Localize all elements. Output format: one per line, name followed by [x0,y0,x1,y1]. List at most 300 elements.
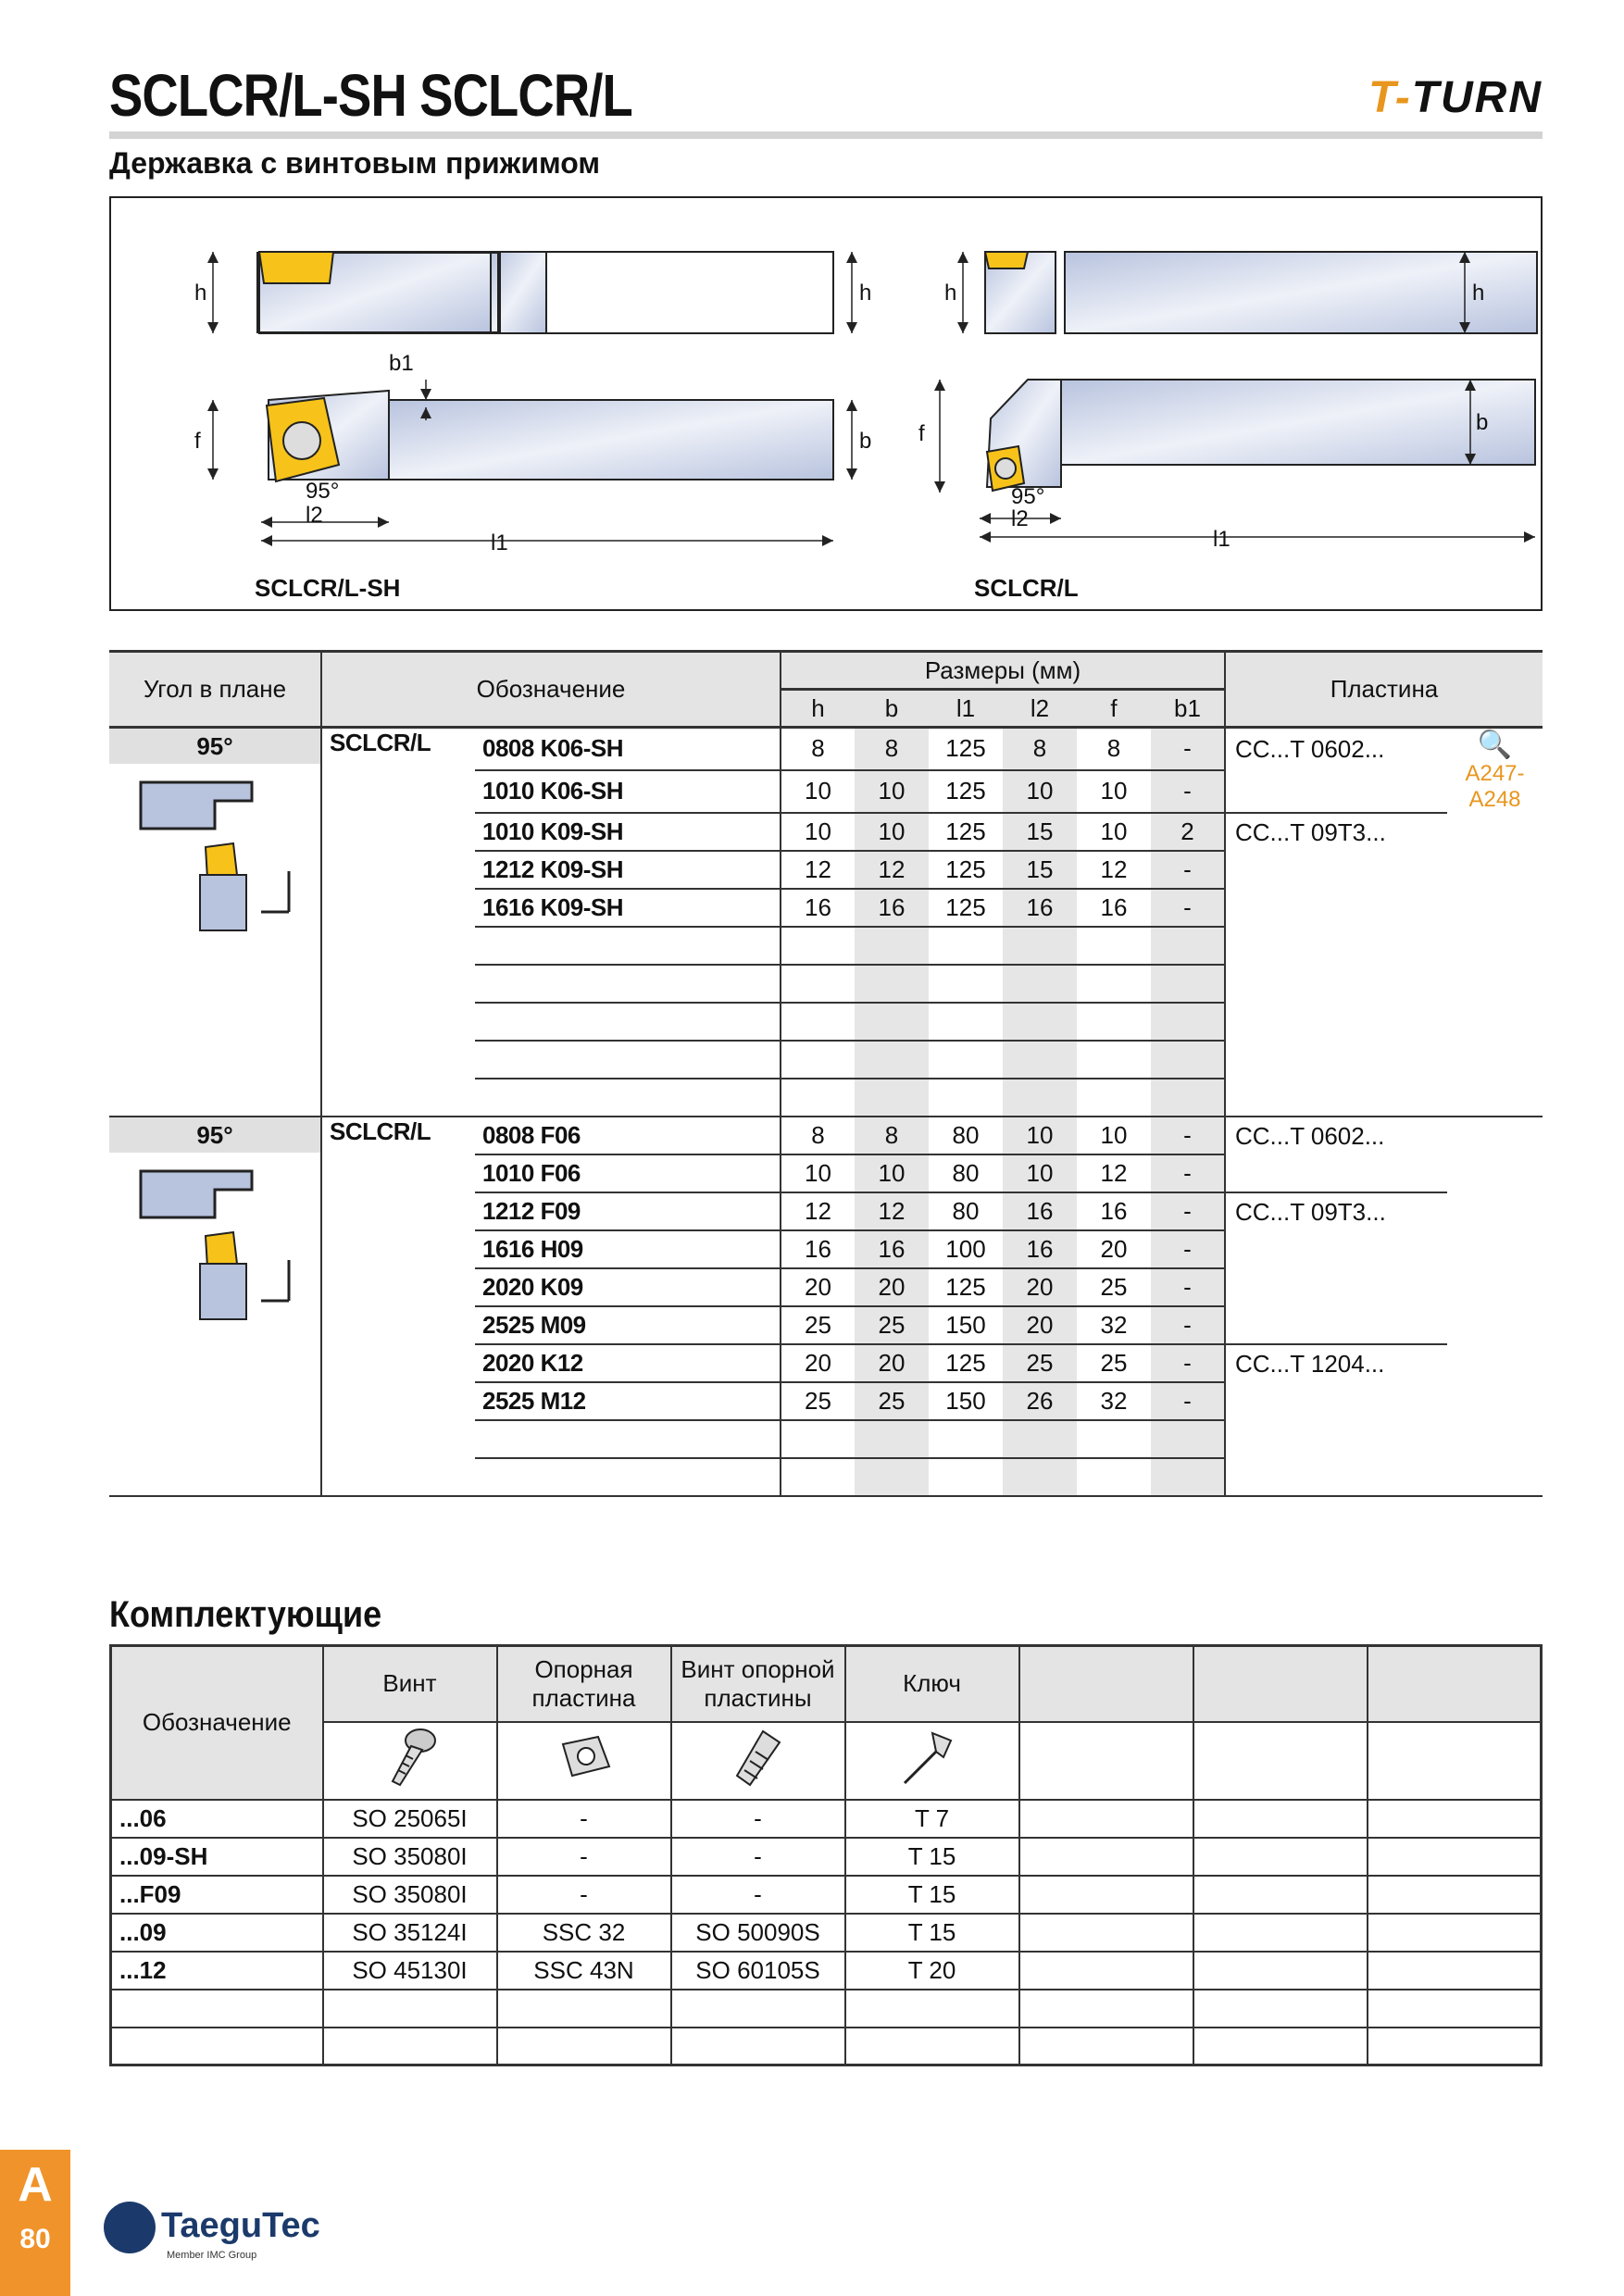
accessories-body [111,1800,1542,2065]
dim-b1-cell [1151,927,1225,965]
dim-l2-cell [1003,1003,1077,1041]
dim-b-cell: 8 [855,1117,929,1154]
dim-l1-cell [929,927,1003,965]
insert-cell [1225,1268,1447,1306]
code-cell: 0808 K06-SH [475,728,781,770]
dim-b1-cell [1151,1420,1225,1458]
empty-cell [1447,1268,1543,1306]
dim-l2-cell [1003,1041,1077,1079]
col-code: Обозначение [321,652,781,728]
dim-h-cell: 12 [781,1192,855,1230]
dim-b-cell: 10 [855,813,929,851]
acc-code-cell: ...09 [111,1914,323,1952]
col-b1: b1 [1151,690,1225,728]
angle-label: 95° [306,479,340,504]
angle-cell [109,1117,321,1496]
page-subtitle: Державка с винтовым прижимом [109,146,601,180]
dim-h-cell: 20 [781,1268,855,1306]
insert-cell [1225,851,1447,889]
code-cell [475,1079,781,1117]
dim-f-cell: 10 [1077,1117,1151,1154]
empty-cell [1019,1876,1193,1914]
acc-key-cell: T 7 [845,1800,1019,1838]
col-f: f [1077,690,1151,728]
insert-cell [1225,1041,1447,1079]
header-divider [109,131,1543,139]
code-cell [475,965,781,1003]
insert-cell: CC...T 0602... [1225,1117,1447,1154]
dim-b-cell: 12 [855,851,929,889]
col-angle: Угол в плане [109,652,321,728]
table-row [109,1117,1543,1154]
dim-l1-cell [929,1041,1003,1079]
accessories-title: Комплектующие [109,1594,382,1635]
logo-icon [104,2202,156,2253]
empty-cell [1447,1117,1543,1154]
acc-shim-cell: - [497,1800,671,1838]
dim-b-cell: 8 [855,728,929,770]
insert-cell [1225,889,1447,927]
dim-b-cell: 16 [855,889,929,927]
empty-cell [1447,889,1543,927]
insert-cell [1225,1306,1447,1344]
code-cell: 1010 K09-SH [475,813,781,851]
dim-f-cell: 25 [1077,1268,1151,1306]
empty-cell [1193,1952,1368,1990]
acc-shim_screw-cell: - [671,1800,845,1838]
empty-cell [111,1990,323,2028]
dim-l2-cell [1003,965,1077,1003]
acc-code-cell: ...12 [111,1952,323,1990]
empty-cell [1368,1952,1542,1990]
dim-l1-cell: 125 [929,851,1003,889]
code-cell: 1616 K09-SH [475,889,781,927]
dim-b-cell: 10 [855,770,929,813]
dim-b1-cell [1151,965,1225,1003]
col-dims: Размеры (мм) [781,652,1225,690]
empty-cell [1019,1800,1193,1838]
dim-l1-cell: 125 [929,728,1003,770]
dim-h-cell [781,965,855,1003]
acc-shim-cell: SSC 43N [497,1952,671,1990]
dim-l1-cell [929,1079,1003,1117]
acc-row [111,1990,1542,2028]
col-l2: l2 [1003,690,1077,728]
dim-l1-cell: 125 [929,1344,1003,1382]
empty-cell [1193,1914,1368,1952]
dim-b1-cell: - [1151,1154,1225,1192]
dim-h-cell: 10 [781,1154,855,1192]
acc-col-key: Ключ [845,1646,1019,1722]
empty-cell [1368,1876,1542,1914]
col-h: h [781,690,855,728]
acc-screw-cell: SO 45130I [323,1952,497,1990]
dim-label-h: h [859,281,872,306]
dim-h-cell: 12 [781,851,855,889]
dim-b-cell [855,1079,929,1117]
empty-cell [1368,1838,1542,1876]
empty-cell [323,2028,497,2065]
insert-cell [1225,770,1447,813]
series-cell: SCLCR/L [321,728,475,1117]
code-cell: 2020 K09 [475,1268,781,1306]
dim-b-cell [855,1041,929,1079]
dim-l1-cell: 80 [929,1154,1003,1192]
page-title: SCLCR/L-SH SCLCR/L [109,62,632,129]
empty-cell [1019,1952,1193,1990]
empty-cell [1193,1990,1368,2028]
dim-h-cell [781,1420,855,1458]
empty-cell [1447,1458,1543,1496]
acc-key-cell: T 15 [845,1838,1019,1876]
dim-b1-cell: - [1151,1117,1225,1154]
empty-cell [1368,2028,1542,2065]
dim-h-cell [781,927,855,965]
dim-b1-cell: - [1151,1306,1225,1344]
dim-h-cell [781,1458,855,1496]
code-cell: 1010 K06-SH [475,770,781,813]
acc-code-cell: ...06 [111,1800,323,1838]
dim-h-cell: 25 [781,1382,855,1420]
dim-b1-cell: - [1151,889,1225,927]
dim-l2-cell: 26 [1003,1382,1077,1420]
dim-l2-cell: 25 [1003,1344,1077,1382]
dim-h-cell: 10 [781,813,855,851]
dim-b1-cell [1151,1003,1225,1041]
dim-h-cell [781,1079,855,1117]
tool-table-body [109,728,1543,1497]
dim-label-l1: l1 [1213,527,1230,552]
dim-b-cell: 12 [855,1192,929,1230]
dim-l2-cell: 8 [1003,728,1077,770]
insert-cell: CC...T 1204... [1225,1344,1447,1382]
acc-screw-cell: SO 35080I [323,1876,497,1914]
dim-l2-cell: 15 [1003,851,1077,889]
dim-h-cell: 10 [781,770,855,813]
acc-screw-cell: SO 35124I [323,1914,497,1952]
dim-f-cell [1077,965,1151,1003]
dim-h-cell: 16 [781,889,855,927]
right-top-view [940,380,1535,537]
left-side-view [213,252,852,333]
empty-cell [1447,1420,1543,1458]
dim-l2-cell: 15 [1003,813,1077,851]
dim-b-cell [855,927,929,965]
acc-shim_screw-cell: SO 60105S [671,1952,845,1990]
dim-l1-cell: 150 [929,1306,1003,1344]
empty-cell [1019,1914,1193,1952]
dim-b1-cell [1151,1041,1225,1079]
dim-b-cell [855,1458,929,1496]
tool-diagram [109,196,1543,611]
empty-cell [1447,1306,1543,1344]
insert-cell [1225,1154,1447,1192]
dim-l1-cell: 80 [929,1192,1003,1230]
empty-cell [1447,1230,1543,1268]
dim-label-f: f [194,429,201,454]
dim-b1-cell [1151,1458,1225,1496]
dim-l2-cell: 10 [1003,770,1077,813]
code-cell: 1616 H09 [475,1230,781,1268]
dim-label-f: f [918,421,925,446]
dim-l2-cell [1003,1458,1077,1496]
dim-label-h: h [194,281,207,306]
section-letter: A [18,2158,53,2212]
acc-row [111,2028,1542,2065]
empty-cell [1447,965,1543,1003]
table-row [109,728,1543,770]
dim-label-l2: l2 [1011,506,1029,531]
dim-f-cell [1077,927,1151,965]
empty-cell [1193,1800,1368,1838]
empty-cell [1368,1990,1542,2028]
dim-f-cell: 12 [1077,851,1151,889]
empty-cell [1447,927,1543,965]
insert-cell [1225,1382,1447,1420]
empty-cell [1447,813,1543,851]
acc-row [111,1952,1542,1990]
dim-h-cell [781,1003,855,1041]
dim-label-l2: l2 [306,503,323,528]
dim-l2-cell [1003,1420,1077,1458]
empty-cell [1019,2028,1193,2065]
empty-cell [1447,1382,1543,1420]
dim-b-cell: 10 [855,1154,929,1192]
dim-b-cell [855,1003,929,1041]
page-reference: 🔍 A247-A248 [1447,728,1543,814]
code-cell [475,1458,781,1496]
acc-shim_screw-cell: SO 50090S [671,1914,845,1952]
magnifier-icon[interactable]: 🔍 [1477,730,1513,760]
dim-l2-cell: 16 [1003,889,1077,927]
dim-label-b1: b1 [389,351,414,376]
code-cell: 2525 M09 [475,1306,781,1344]
insert-cell [1225,1420,1447,1458]
dim-f-cell [1077,1420,1151,1458]
page-number: 80 [19,2224,51,2254]
insert-cell [1225,1458,1447,1496]
dim-l2-cell: 16 [1003,1230,1077,1268]
dim-h-cell: 20 [781,1344,855,1382]
empty-cell [671,1990,845,2028]
code-cell [475,1420,781,1458]
acc-shim-cell: - [497,1876,671,1914]
insert-cell [1225,1230,1447,1268]
dim-h-cell: 16 [781,1230,855,1268]
dim-l1-cell [929,1003,1003,1041]
insert-cell: CC...T 09T3... [1225,813,1447,851]
acc-row [111,1876,1542,1914]
tool-table [109,650,1543,1497]
dim-l1-cell [929,965,1003,1003]
dim-f-cell [1077,1041,1151,1079]
dim-l1-cell [929,1458,1003,1496]
dim-b-cell [855,1420,929,1458]
dim-b1-cell: - [1151,1382,1225,1420]
dim-h-cell: 8 [781,1117,855,1154]
code-cell: 0808 F06 [475,1117,781,1154]
code-cell: 1212 F09 [475,1192,781,1230]
angle-cell [109,728,321,1117]
insert-cell: CC...T 0602... [1225,728,1447,770]
dim-l1-cell [929,1420,1003,1458]
code-cell: 2020 K12 [475,1344,781,1382]
insert-cell [1225,1079,1447,1117]
insert-cell: CC...T 09T3... [1225,1192,1447,1230]
col-l1: l1 [929,690,1003,728]
dim-b1-cell: - [1151,851,1225,889]
dim-f-cell: 25 [1077,1344,1151,1382]
dim-l1-cell: 125 [929,889,1003,927]
dim-b1-cell: - [1151,1192,1225,1230]
empty-cell [845,1990,1019,2028]
key-icon [845,1722,1019,1800]
dim-f-cell: 10 [1077,813,1151,851]
dim-l2-cell: 20 [1003,1306,1077,1344]
code-cell [475,927,781,965]
empty-cell [671,2028,845,2065]
acc-key-cell: T 15 [845,1914,1019,1952]
dim-f-cell [1077,1003,1151,1041]
dim-f-cell [1077,1458,1151,1496]
empty-cell [1447,1344,1543,1382]
col-b: b [855,690,929,728]
dim-l2-cell [1003,927,1077,965]
acc-code-cell: ...F09 [111,1876,323,1914]
dim-f-cell: 8 [1077,728,1151,770]
company-logo: TaeguTec Member IMC Group [104,2202,320,2261]
empty-cell [497,2028,671,2065]
dim-b1-cell [1151,1079,1225,1117]
insert-cell [1225,1003,1447,1041]
code-cell: 1212 K09-SH [475,851,781,889]
section-tab [0,2150,70,2296]
screw-icon [323,1722,497,1800]
dim-b1-cell: - [1151,1230,1225,1268]
empty-cell [1193,1838,1368,1876]
code-cell [475,1003,781,1041]
dim-b-cell: 20 [855,1344,929,1382]
col-insert: Пластина [1225,652,1543,728]
acc-col-shim-screw: Винт опорной пластины [671,1646,845,1722]
dim-l2-cell: 16 [1003,1192,1077,1230]
dim-label-b: b [1476,410,1489,435]
dim-h-cell: 25 [781,1306,855,1344]
dim-b-cell: 25 [855,1306,929,1344]
acc-shim_screw-cell: - [671,1838,845,1876]
acc-shim-cell: - [497,1838,671,1876]
acc-shim_screw-cell: - [671,1876,845,1914]
insert-orientation-icon [122,764,307,940]
dim-l1-cell: 125 [929,1268,1003,1306]
dim-h-cell [781,1041,855,1079]
dim-f-cell: 12 [1077,1154,1151,1192]
angle-label: 95° [1011,484,1045,509]
dim-b1-cell: - [1151,770,1225,813]
dim-l1-cell: 150 [929,1382,1003,1420]
empty-cell [1019,1838,1193,1876]
acc-key-cell: T 20 [845,1952,1019,1990]
shim-screw-icon [671,1722,845,1800]
dim-f-cell: 32 [1077,1382,1151,1420]
dim-l1-cell: 100 [929,1230,1003,1268]
acc-row [111,1800,1542,1838]
dim-h-cell: 8 [781,728,855,770]
acc-col-code: Обозначение [111,1646,323,1800]
dim-l2-cell: 10 [1003,1154,1077,1192]
insert-orientation-icon [122,1153,307,1329]
acc-shim-cell: SSC 32 [497,1914,671,1952]
empty-cell [111,2028,323,2065]
acc-screw-cell: SO 25065I [323,1800,497,1838]
acc-row [111,1914,1542,1952]
dim-f-cell: 10 [1077,770,1151,813]
empty-cell [1019,1990,1193,2028]
dim-f-cell: 16 [1077,889,1151,927]
dim-f-cell: 32 [1077,1306,1151,1344]
empty-cell [1193,2028,1368,2065]
acc-screw-cell: SO 35080I [323,1838,497,1876]
acc-col-screw: Винт [323,1646,497,1722]
brand-logo: T-TURN [1368,73,1543,122]
dim-b1-cell: - [1151,1268,1225,1306]
table-header [109,652,1543,690]
left-caption: SCLCR/L-SH [255,574,401,602]
dim-l2-cell: 10 [1003,1117,1077,1154]
angle-value: 95° [109,729,320,764]
dim-l1-cell: 125 [929,770,1003,813]
code-cell: 2525 M12 [475,1382,781,1420]
dim-b-cell [855,965,929,1003]
acc-key-cell: T 15 [845,1876,1019,1914]
empty-cell [323,1990,497,2028]
acc-code-cell: ...09-SH [111,1838,323,1876]
dim-l1-cell: 125 [929,813,1003,851]
angle-value: 95° [109,1117,320,1153]
dim-b-cell: 20 [855,1268,929,1306]
dim-f-cell: 16 [1077,1192,1151,1230]
empty-cell [1447,1079,1543,1117]
dim-label-h: h [1472,281,1485,306]
empty-cell [497,1990,671,2028]
tool-drawing [111,198,1541,609]
empty-cell [845,2028,1019,2065]
right-caption: SCLCR/L [974,574,1079,602]
right-side-view [963,252,1537,333]
series-cell: SCLCR/L [321,1117,475,1496]
acc-col-shim: Опорная пластина [497,1646,671,1722]
insert-cell [1225,927,1447,965]
dim-b1-cell: 2 [1151,813,1225,851]
dim-l2-cell: 20 [1003,1268,1077,1306]
dim-l2-cell [1003,1079,1077,1117]
dim-b1-cell: - [1151,1344,1225,1382]
dim-b1-cell: - [1151,728,1225,770]
dim-f-cell [1077,1079,1151,1117]
empty-cell [1447,851,1543,889]
code-cell [475,1041,781,1079]
acc-row [111,1838,1542,1876]
insert-cell [1225,965,1447,1003]
code-cell: 1010 F06 [475,1154,781,1192]
dim-l1-cell: 80 [929,1117,1003,1154]
empty-cell [1447,1041,1543,1079]
empty-cell [1447,1003,1543,1041]
empty-cell [1447,1192,1543,1230]
dim-label-l1: l1 [491,530,508,555]
empty-cell [1368,1914,1542,1952]
dim-b-cell: 25 [855,1382,929,1420]
